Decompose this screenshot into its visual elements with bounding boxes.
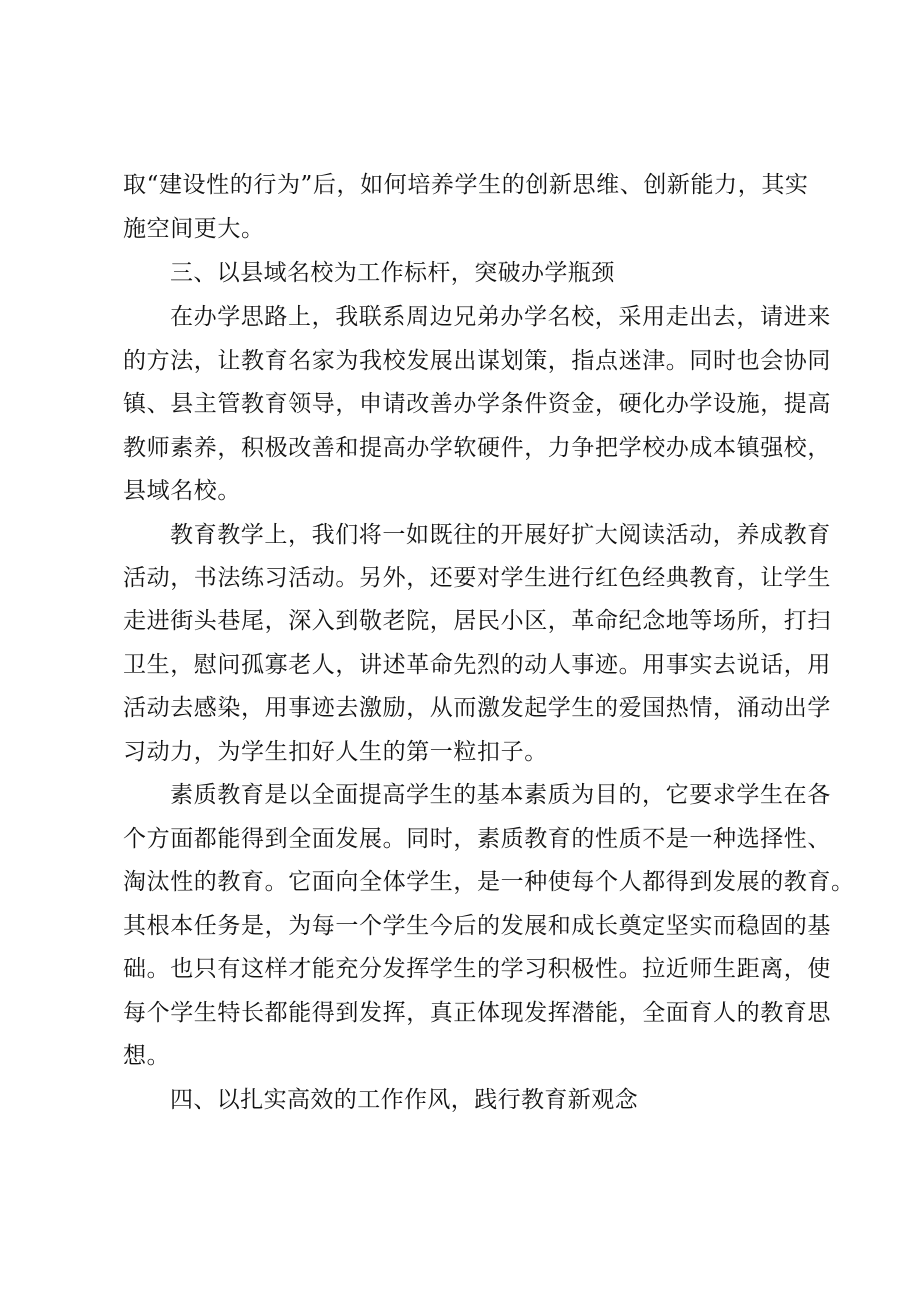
intro-line-2: 施空间更大。 [123, 216, 265, 242]
para-2-line-1: 教育教学上，我们将一如既往的开展好扩大阅读活动，养成教育 [170, 522, 831, 548]
section-heading-3: 三、以县域名校为工作标杆，突破办学瓶颈 [170, 260, 615, 286]
para-3-line-4: 其根本任务是，为每一个学生今后的发展和成长奠定坚实而稳固的基 [123, 913, 831, 939]
para-2-line-4: 卫生，慰问孤寡老人，讲述革命先烈的动人事迹。用事实去说话，用 [123, 652, 831, 678]
intro-line-1: 取“建设性的行为”后，如何培养学生的创新思维、创新能力，其实 [123, 172, 809, 198]
para-1-line-5: 县域名校。 [123, 478, 241, 504]
para-3-line-5: 础。也只有这样才能充分发挥学生的学习积极性。拉近师生距离，使 [123, 956, 831, 982]
para-2-line-5: 活动去感染，用事迹去激励，从而激发起学生的爱国热情，涌动出学 [123, 695, 831, 721]
para-3-line-2: 个方面都能得到全面发展。同时，素质教育的性质不是一种选择性、 [123, 826, 831, 852]
para-1-line-1: 在办学思路上，我联系周边兄弟办学名校，采用走出去，请进来 [170, 304, 831, 330]
para-3-line-1: 素质教育是以全面提高学生的基本素质为目的，它要求学生在各 [170, 782, 831, 808]
para-2-line-3: 走进街头巷尾，深入到敬老院，居民小区，革命纪念地等场所，打扫 [123, 608, 831, 634]
para-3-line-3: 淘汰性的教育。它面向全体学生，是一种使每个人都得到发展的教育。 [123, 869, 855, 895]
para-1-line-2: 的方法，让教育名家为我校发展出谋划策，指点迷津。同时也会协同 [123, 348, 831, 374]
para-3-line-7: 想。 [123, 1043, 171, 1069]
para-2-line-6: 习动力，为学生扣好人生的第一粒扣子。 [123, 739, 548, 765]
para-1-line-4: 教师素养，积极改善和提高办学软硬件，力争把学校办成本镇强校， [123, 435, 831, 461]
section-heading-4: 四、以扎实高效的工作作风，践行教育新观念 [170, 1087, 638, 1113]
para-2-line-2: 活动，书法练习活动。另外，还要对学生进行红色经典教育，让学生 [123, 565, 831, 591]
para-1-line-3: 镇、县主管教育领导，申请改善办学条件资金，硬化办学设施，提高 [123, 391, 831, 417]
para-3-line-6: 每个学生特长都能得到发挥，真正体现发挥潜能，全面育人的教育思 [123, 1000, 831, 1026]
